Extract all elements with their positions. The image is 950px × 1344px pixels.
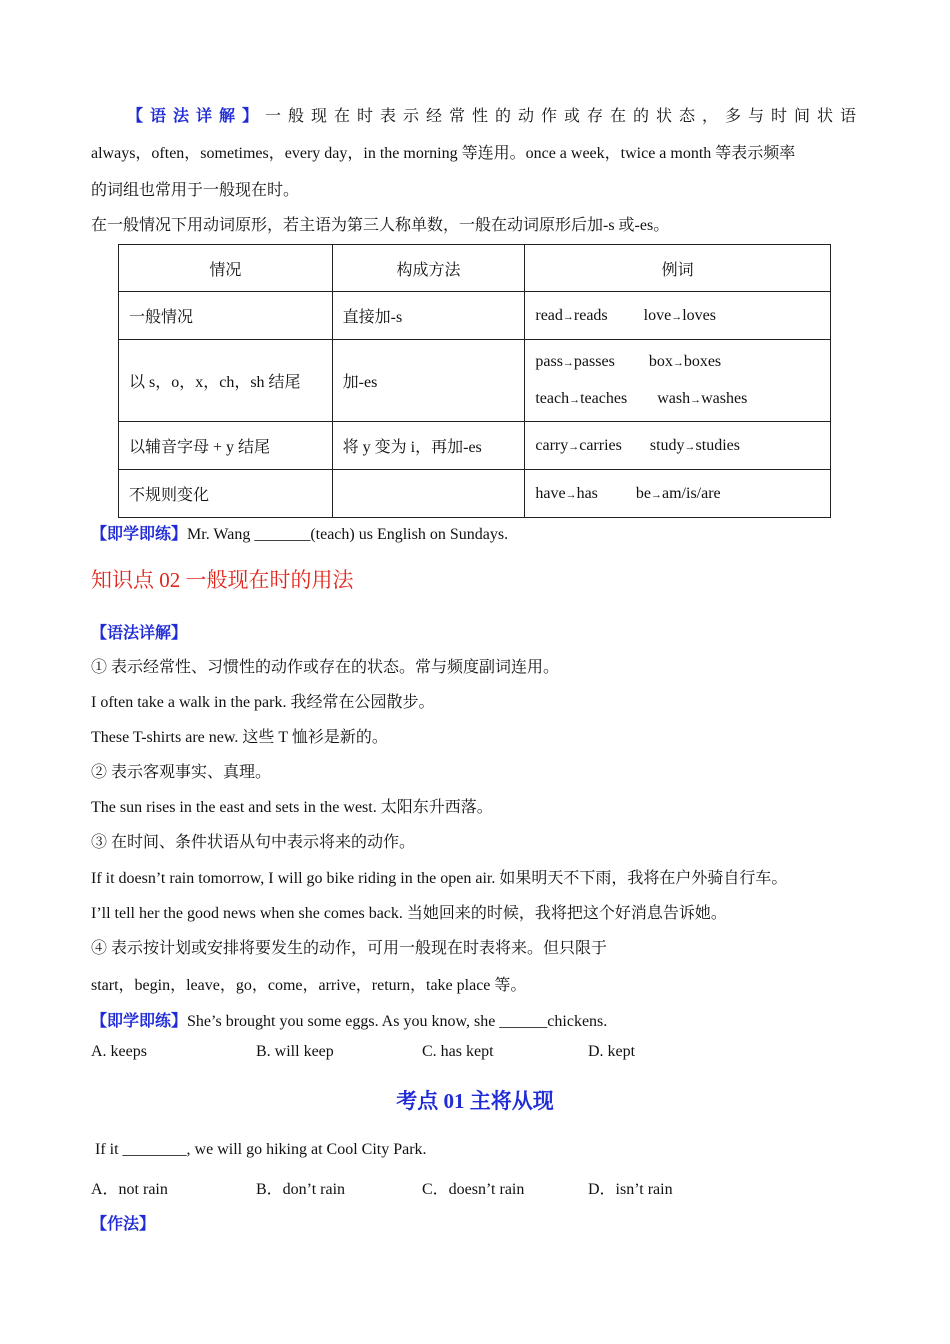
example-word: pass [535, 352, 563, 370]
arrow-icon: → [568, 440, 580, 453]
practice-tag: 【即学即练】 [91, 526, 188, 543]
option-b: B．don’t rain [256, 1181, 346, 1198]
arrow-icon: → [672, 356, 684, 369]
practice-2 [91, 1008, 607, 1031]
usage-line: If it doesn’t rain tomorrow, I will go bike riding in the open air. 如果明天不下雨，我将在户外骑自行车。 [91, 870, 788, 887]
usage-line: ② 表示客观事实、真理。 [91, 764, 272, 781]
usage-line: I’ll tell her the good news when she comes back. 当她回来的时候，我将把这个好消息告诉她。 [91, 905, 727, 922]
usage-line: These T-shirts are new. 这些 T 恤衫是新的。 [91, 729, 388, 746]
example-line [535, 344, 820, 381]
arrow-icon: → [562, 356, 574, 369]
table-cell-examples [525, 340, 831, 422]
example-word: study [649, 436, 685, 454]
table-row [119, 292, 831, 340]
example-word: read [535, 306, 563, 324]
arrow-icon: → [684, 440, 696, 453]
example-word: love [643, 306, 672, 324]
arrow-icon: → [565, 488, 577, 501]
table-cell-examples [525, 292, 831, 340]
practice-1 [91, 521, 508, 544]
example-word: loves [682, 306, 716, 324]
table-header: 情况 [119, 245, 333, 292]
intro-line-1 [127, 103, 863, 126]
table-cell-method: 将 y 变为 i，再加-es [332, 422, 525, 470]
section-title: 知识点 02 一般现在时的用法 [91, 568, 354, 592]
arrow-icon: → [651, 488, 662, 501]
table-cell-method [332, 470, 525, 518]
usage-line: I often take a walk in the park. 我经常在公园散步。 [91, 694, 435, 711]
intro-text-1: 一般现在时表示经常性的动作或存在的状态，多与时间状语 [265, 108, 864, 125]
example-line [535, 381, 820, 418]
example-word: has [576, 484, 598, 502]
arrow-icon: → [562, 310, 574, 323]
example-word: washes [701, 389, 748, 407]
table-cell-case: 不规则变化 [119, 470, 333, 518]
practice-tag: 【即学即练】 [91, 1013, 188, 1030]
usage-line: ① 表示经常性、习惯性的动作或存在的状态。常与频度副词连用。 [91, 659, 560, 676]
grammar-tag: 【语法详解】 [127, 108, 266, 125]
usage-line: ④ 表示按计划或安排将要发生的动作，可用一般现在时表将来。但只限于 [91, 940, 608, 957]
option-a: A. keeps [91, 1043, 147, 1060]
example-word: wash [657, 389, 691, 407]
table-cell-case: 以 s，o，x，ch，sh 结尾 [119, 340, 333, 422]
arrow-icon: → [690, 393, 702, 406]
conjugation-table [118, 244, 831, 518]
table-cell-examples [525, 470, 831, 518]
example-word: reads [573, 306, 608, 324]
method-tag: 【作法】 [91, 1216, 156, 1233]
arrow-icon: → [671, 310, 683, 323]
exam-title: 考点 01 主将从现 [396, 1089, 554, 1113]
exam-question: If it ________, we will go hiking at Cool City Park. [95, 1141, 427, 1158]
usage-line: ③ 在时间、条件状语从句中表示将来的动作。 [91, 834, 416, 851]
table-header: 例词 [525, 245, 831, 292]
table-row [119, 422, 831, 470]
table-cell-case: 以辅音字母 + y 结尾 [119, 422, 333, 470]
practice-text: She’s brought you some eggs. As you know, she ______chickens. [187, 1013, 608, 1030]
practice-text: Mr. Wang _______(teach) us English on Sundays. [187, 526, 509, 543]
intro-line-4: 在一般情况下用动词原形，若主语为第三人称单数，一般在动词原形后加-s 或-es。 [91, 217, 670, 234]
example-word: have [535, 484, 566, 502]
option-b: B. will keep [256, 1043, 334, 1060]
grammar-tag: 【语法详解】 [91, 625, 188, 642]
usage-line: The sun rises in the east and sets in the west. 太阳东升西落。 [91, 799, 493, 816]
arrow-icon: → [569, 393, 581, 406]
table-cell-method: 加-es [332, 340, 525, 422]
option-c: C．doesn’t rain [422, 1181, 525, 1198]
example-word: am/is/are [662, 484, 721, 502]
table-cell-method: 直接加-s [332, 292, 525, 340]
example-word: be [635, 484, 651, 502]
table-header: 构成方法 [332, 245, 525, 292]
table-row [119, 470, 831, 518]
intro-line-2: always，often，sometimes，every day，in the morning 等连用。once a week，twice a month 等表示频率 [91, 145, 796, 162]
example-word: box [648, 352, 673, 370]
example-word: teaches [580, 389, 628, 407]
table-cell-examples [525, 422, 831, 470]
table-cell-case: 一般情况 [119, 292, 333, 340]
option-d: D．isn’t rain [588, 1181, 673, 1198]
usage-line: start，begin，leave，go，come，arrive，return，take place 等。 [91, 977, 527, 994]
example-word: studies [695, 436, 740, 454]
option-a: A．not rain [91, 1181, 168, 1198]
example-word: carry [535, 436, 569, 454]
intro-line-3: 的词组也常用于一般现在时。 [91, 182, 300, 199]
example-word: boxes [683, 352, 722, 370]
option-c: C. has kept [422, 1043, 494, 1060]
example-word: teach [535, 389, 570, 407]
table-header-row [119, 245, 831, 292]
option-d: D. kept [588, 1043, 636, 1060]
example-word: carries [579, 436, 622, 454]
example-word: passes [573, 352, 615, 370]
table-row [119, 340, 831, 422]
